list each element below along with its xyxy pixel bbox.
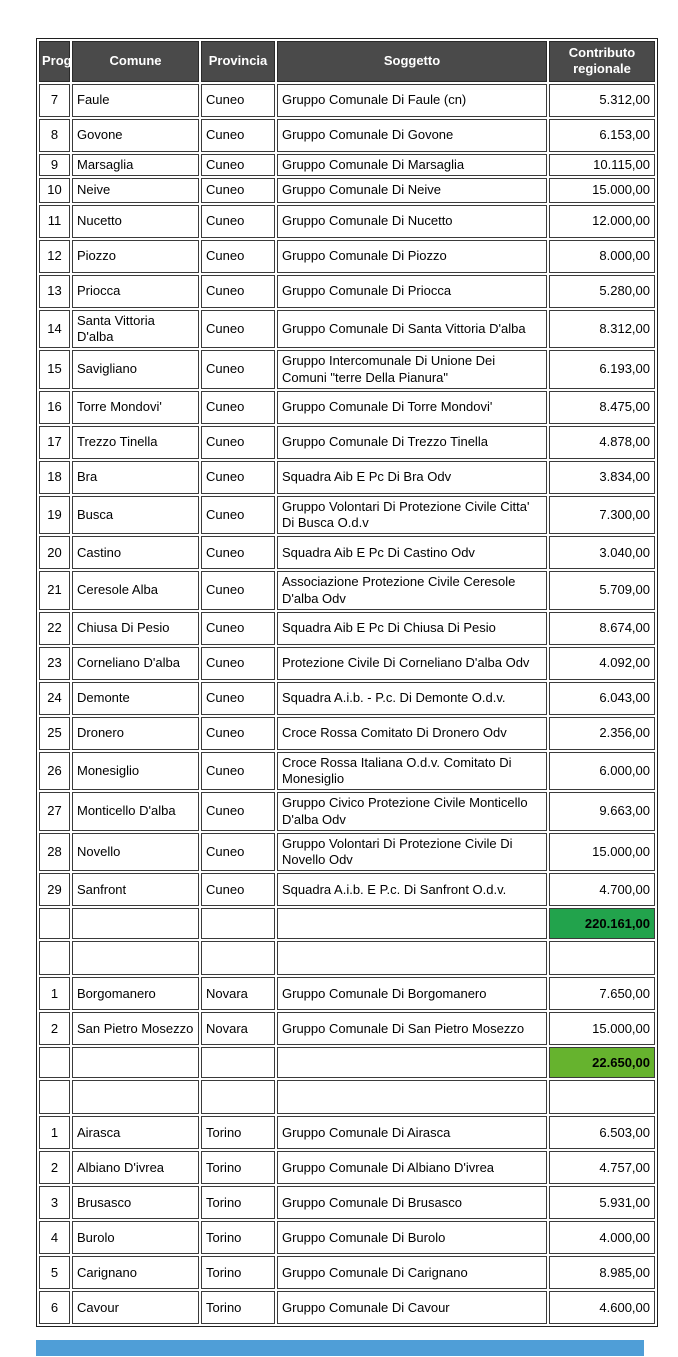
- cell-comune: Torre Mondovi': [72, 391, 199, 424]
- cell-comune: Chiusa Di Pesio: [72, 612, 199, 645]
- cell-prog: 17: [39, 426, 70, 459]
- cell-provincia: Cuneo: [201, 792, 275, 831]
- cell-comune: Govone: [72, 119, 199, 152]
- cell-comune: Bra: [72, 461, 199, 494]
- empty-cell: [72, 1080, 199, 1114]
- cell-soggetto: Gruppo Comunale Di Torre Mondovi': [277, 391, 547, 424]
- spacer-row: [39, 1080, 655, 1114]
- cell-prog: 21: [39, 571, 70, 610]
- cell-contributo: 9.663,00: [549, 792, 655, 831]
- cell-comune: Castino: [72, 536, 199, 569]
- cell-contributo: 7.650,00: [549, 977, 655, 1010]
- cell-soggetto: Gruppo Volontari Di Protezione Civile Di Novello Odv: [277, 833, 547, 872]
- cell-contributo: 4.092,00: [549, 647, 655, 680]
- column-header-comune: Comune: [72, 41, 199, 82]
- cell-prog: 1: [39, 977, 70, 1010]
- cell-comune: Neive: [72, 178, 199, 203]
- cell-prog: 13: [39, 275, 70, 308]
- cell-contributo: 6.153,00: [549, 119, 655, 152]
- cell-soggetto: Associazione Protezione Civile Ceresole D'alba Odv: [277, 571, 547, 610]
- cell-contributo: 15.000,00: [549, 178, 655, 203]
- cell-comune: Faule: [72, 84, 199, 117]
- empty-cell: [201, 1047, 275, 1078]
- cell-comune: Nucetto: [72, 205, 199, 238]
- empty-cell: [39, 941, 70, 975]
- cell-comune: Airasca: [72, 1116, 199, 1149]
- cell-provincia: Cuneo: [201, 647, 275, 680]
- empty-cell: [201, 941, 275, 975]
- table-row: [39, 873, 655, 906]
- cell-contributo: 15.000,00: [549, 1012, 655, 1045]
- empty-cell: [201, 1080, 275, 1114]
- cell-prog: 7: [39, 84, 70, 117]
- cell-soggetto: Squadra Aib E Pc Di Bra Odv: [277, 461, 547, 494]
- cell-prog: 8: [39, 119, 70, 152]
- cell-prog: 16: [39, 391, 70, 424]
- cell-soggetto: Squadra Aib E Pc Di Chiusa Di Pesio: [277, 612, 547, 645]
- cell-prog: 14: [39, 310, 70, 349]
- cell-contributo: 8.000,00: [549, 240, 655, 273]
- table-row: [39, 391, 655, 424]
- empty-cell: [201, 908, 275, 939]
- cell-soggetto: Gruppo Comunale Di Trezzo Tinella: [277, 426, 547, 459]
- cell-provincia: Cuneo: [201, 612, 275, 645]
- cell-comune: Trezzo Tinella: [72, 426, 199, 459]
- cell-contributo: 10.115,00: [549, 154, 655, 176]
- cell-prog: 10: [39, 178, 70, 203]
- cell-soggetto: Squadra A.i.b. E P.c. Di Sanfront O.d.v.: [277, 873, 547, 906]
- province-total-row: [39, 908, 655, 939]
- table-row: [39, 1291, 655, 1324]
- cell-prog: 15: [39, 350, 70, 389]
- cell-prog: 20: [39, 536, 70, 569]
- empty-cell: [72, 941, 199, 975]
- province-total-row: [39, 1047, 655, 1078]
- cell-prog: 22: [39, 612, 70, 645]
- cell-contributo: 4.600,00: [549, 1291, 655, 1324]
- cell-contributo: 8.475,00: [549, 391, 655, 424]
- table-row: [39, 240, 655, 273]
- cell-contributo: 4.757,00: [549, 1151, 655, 1184]
- cell-provincia: Torino: [201, 1151, 275, 1184]
- cell-prog: 2: [39, 1151, 70, 1184]
- cell-contributo: 6.503,00: [549, 1116, 655, 1149]
- cell-comune: Marsaglia: [72, 154, 199, 176]
- cell-provincia: Torino: [201, 1256, 275, 1289]
- cell-provincia: Cuneo: [201, 833, 275, 872]
- cell-provincia: Cuneo: [201, 682, 275, 715]
- table-row: [39, 647, 655, 680]
- cell-prog: 19: [39, 496, 70, 535]
- cell-provincia: Cuneo: [201, 119, 275, 152]
- cell-prog: 12: [39, 240, 70, 273]
- cell-prog: 23: [39, 647, 70, 680]
- cell-soggetto: Gruppo Comunale Di Cavour: [277, 1291, 547, 1324]
- empty-cell: [39, 908, 70, 939]
- cell-contributo: 8.985,00: [549, 1256, 655, 1289]
- cell-provincia: Cuneo: [201, 571, 275, 610]
- cell-comune: Monticello D'alba: [72, 792, 199, 831]
- cell-contributo: 2.356,00: [549, 717, 655, 750]
- cell-contributo: 5.312,00: [549, 84, 655, 117]
- cell-comune: Brusasco: [72, 1186, 199, 1219]
- cell-provincia: Cuneo: [201, 426, 275, 459]
- cell-comune: Dronero: [72, 717, 199, 750]
- cell-provincia: Cuneo: [201, 717, 275, 750]
- cell-soggetto: Gruppo Comunale Di Brusasco: [277, 1186, 547, 1219]
- cell-soggetto: Gruppo Comunale Di Airasca: [277, 1116, 547, 1149]
- table-row: [39, 1221, 655, 1254]
- table-row: [39, 496, 655, 535]
- empty-cell: [549, 1080, 655, 1114]
- cell-prog: 29: [39, 873, 70, 906]
- cell-provincia: Cuneo: [201, 391, 275, 424]
- province-total-amount: 220.161,00: [549, 908, 655, 939]
- table-row: [39, 612, 655, 645]
- empty-cell: [549, 941, 655, 975]
- cell-contributo: 8.312,00: [549, 310, 655, 349]
- cell-provincia: Cuneo: [201, 275, 275, 308]
- spacer-row: [39, 941, 655, 975]
- cell-contributo: 5.931,00: [549, 1186, 655, 1219]
- cell-provincia: Cuneo: [201, 496, 275, 535]
- cell-contributo: 4.000,00: [549, 1221, 655, 1254]
- cell-contributo: 4.878,00: [549, 426, 655, 459]
- cell-soggetto: Squadra A.i.b. - P.c. Di Demonte O.d.v.: [277, 682, 547, 715]
- cell-soggetto: Gruppo Intercomunale Di Unione Dei Comuni "terre Della Pianura": [277, 350, 547, 389]
- table-row: [39, 275, 655, 308]
- cell-comune: Burolo: [72, 1221, 199, 1254]
- cell-comune: Carignano: [72, 1256, 199, 1289]
- table-header-row: [39, 41, 655, 82]
- cell-soggetto: Protezione Civile Di Corneliano D'alba Odv: [277, 647, 547, 680]
- table-row: [39, 1151, 655, 1184]
- cell-prog: 6: [39, 1291, 70, 1324]
- cell-provincia: Torino: [201, 1221, 275, 1254]
- cell-provincia: Cuneo: [201, 154, 275, 176]
- cell-contributo: 6.043,00: [549, 682, 655, 715]
- table-body: [39, 84, 655, 1325]
- cell-comune: Monesiglio: [72, 752, 199, 791]
- cell-soggetto: Gruppo Comunale Di Marsaglia: [277, 154, 547, 176]
- cell-prog: 2: [39, 1012, 70, 1045]
- cell-contributo: 6.000,00: [549, 752, 655, 791]
- cell-provincia: Cuneo: [201, 873, 275, 906]
- cell-soggetto: Croce Rossa Comitato Di Dronero Odv: [277, 717, 547, 750]
- cell-soggetto: Gruppo Comunale Di Borgomanero: [277, 977, 547, 1010]
- cell-soggetto: Gruppo Comunale Di Burolo: [277, 1221, 547, 1254]
- empty-cell: [39, 1047, 70, 1078]
- cell-comune: Novello: [72, 833, 199, 872]
- cell-provincia: Cuneo: [201, 752, 275, 791]
- cell-soggetto: Gruppo Comunale Di Priocca: [277, 275, 547, 308]
- table-row: [39, 682, 655, 715]
- cell-provincia: Cuneo: [201, 350, 275, 389]
- cell-comune: Busca: [72, 496, 199, 535]
- cell-provincia: Cuneo: [201, 205, 275, 238]
- table-row: [39, 426, 655, 459]
- column-header-contributo: Contributo regionale: [549, 41, 655, 82]
- cell-soggetto: Gruppo Comunale Di Carignano: [277, 1256, 547, 1289]
- cell-comune: Priocca: [72, 275, 199, 308]
- cell-contributo: 15.000,00: [549, 833, 655, 872]
- cell-soggetto: Croce Rossa Italiana O.d.v. Comitato Di Monesiglio: [277, 752, 547, 791]
- cell-contributo: 12.000,00: [549, 205, 655, 238]
- cell-comune: Corneliano D'alba: [72, 647, 199, 680]
- bottom-blue-bar: [36, 1340, 644, 1356]
- cell-prog: 26: [39, 752, 70, 791]
- cell-soggetto: Gruppo Comunale Di Neive: [277, 178, 547, 203]
- table-row: [39, 571, 655, 610]
- cell-contributo: 4.700,00: [549, 873, 655, 906]
- cell-contributo: 3.040,00: [549, 536, 655, 569]
- table-row: [39, 154, 655, 176]
- cell-provincia: Cuneo: [201, 84, 275, 117]
- empty-cell: [277, 1047, 547, 1078]
- empty-cell: [277, 1080, 547, 1114]
- cell-comune: Albiano D'ivrea: [72, 1151, 199, 1184]
- cell-prog: 4: [39, 1221, 70, 1254]
- cell-contributo: 3.834,00: [549, 461, 655, 494]
- cell-soggetto: Gruppo Comunale Di Nucetto: [277, 205, 547, 238]
- cell-contributo: 6.193,00: [549, 350, 655, 389]
- table-header: [39, 41, 655, 82]
- regional-contributions-table: [36, 38, 658, 1327]
- cell-soggetto: Gruppo Comunale Di San Pietro Mosezzo: [277, 1012, 547, 1045]
- cell-provincia: Cuneo: [201, 240, 275, 273]
- cell-prog: 3: [39, 1186, 70, 1219]
- table-row: [39, 792, 655, 831]
- empty-cell: [277, 941, 547, 975]
- cell-prog: 25: [39, 717, 70, 750]
- empty-cell: [72, 908, 199, 939]
- cell-comune: Piozzo: [72, 240, 199, 273]
- table-row: [39, 119, 655, 152]
- column-header-prog: Prog: [39, 41, 70, 82]
- cell-soggetto: Gruppo Comunale Di Piozzo: [277, 240, 547, 273]
- cell-soggetto: Gruppo Comunale Di Albiano D'ivrea: [277, 1151, 547, 1184]
- table-row: [39, 461, 655, 494]
- cell-provincia: Novara: [201, 1012, 275, 1045]
- table-row: [39, 1186, 655, 1219]
- cell-prog: 28: [39, 833, 70, 872]
- table-row: [39, 1256, 655, 1289]
- table-row: [39, 717, 655, 750]
- cell-provincia: Torino: [201, 1116, 275, 1149]
- cell-contributo: 5.709,00: [549, 571, 655, 610]
- cell-provincia: Torino: [201, 1186, 275, 1219]
- cell-soggetto: Gruppo Comunale Di Govone: [277, 119, 547, 152]
- cell-prog: 18: [39, 461, 70, 494]
- empty-cell: [72, 1047, 199, 1078]
- table-row: [39, 1012, 655, 1045]
- cell-soggetto: Gruppo Civico Protezione Civile Monticello D'alba Odv: [277, 792, 547, 831]
- cell-prog: 5: [39, 1256, 70, 1289]
- table-row: [39, 84, 655, 117]
- column-header-soggetto: Soggetto: [277, 41, 547, 82]
- cell-prog: 24: [39, 682, 70, 715]
- cell-prog: 1: [39, 1116, 70, 1149]
- cell-comune: Cavour: [72, 1291, 199, 1324]
- cell-comune: Ceresole Alba: [72, 571, 199, 610]
- cell-soggetto: Gruppo Comunale Di Faule (cn): [277, 84, 547, 117]
- cell-prog: 11: [39, 205, 70, 238]
- cell-soggetto: Gruppo Volontari Di Protezione Civile Citta' Di Busca O.d.v: [277, 496, 547, 535]
- cell-comune: Savigliano: [72, 350, 199, 389]
- table-row: [39, 833, 655, 872]
- cell-prog: 9: [39, 154, 70, 176]
- cell-provincia: Novara: [201, 977, 275, 1010]
- cell-contributo: 8.674,00: [549, 612, 655, 645]
- table-row: [39, 536, 655, 569]
- cell-comune: Borgomanero: [72, 977, 199, 1010]
- cell-comune: Sanfront: [72, 873, 199, 906]
- table-row: [39, 205, 655, 238]
- cell-contributo: 7.300,00: [549, 496, 655, 535]
- cell-comune: San Pietro Mosezzo: [72, 1012, 199, 1045]
- cell-soggetto: Squadra Aib E Pc Di Castino Odv: [277, 536, 547, 569]
- empty-cell: [277, 908, 547, 939]
- column-header-provincia: Provincia: [201, 41, 275, 82]
- cell-contributo: 5.280,00: [549, 275, 655, 308]
- empty-cell: [39, 1080, 70, 1114]
- cell-comune: Santa Vittoria D'alba: [72, 310, 199, 349]
- cell-provincia: Cuneo: [201, 178, 275, 203]
- cell-prog: 27: [39, 792, 70, 831]
- cell-provincia: Cuneo: [201, 461, 275, 494]
- province-total-amount: 22.650,00: [549, 1047, 655, 1078]
- cell-provincia: Cuneo: [201, 310, 275, 349]
- cell-provincia: Cuneo: [201, 536, 275, 569]
- table-row: [39, 350, 655, 389]
- table-row: [39, 178, 655, 203]
- table-row: [39, 977, 655, 1010]
- cell-provincia: Torino: [201, 1291, 275, 1324]
- cell-soggetto: Gruppo Comunale Di Santa Vittoria D'alba: [277, 310, 547, 349]
- table-row: [39, 310, 655, 349]
- cell-comune: Demonte: [72, 682, 199, 715]
- table-row: [39, 752, 655, 791]
- table-row: [39, 1116, 655, 1149]
